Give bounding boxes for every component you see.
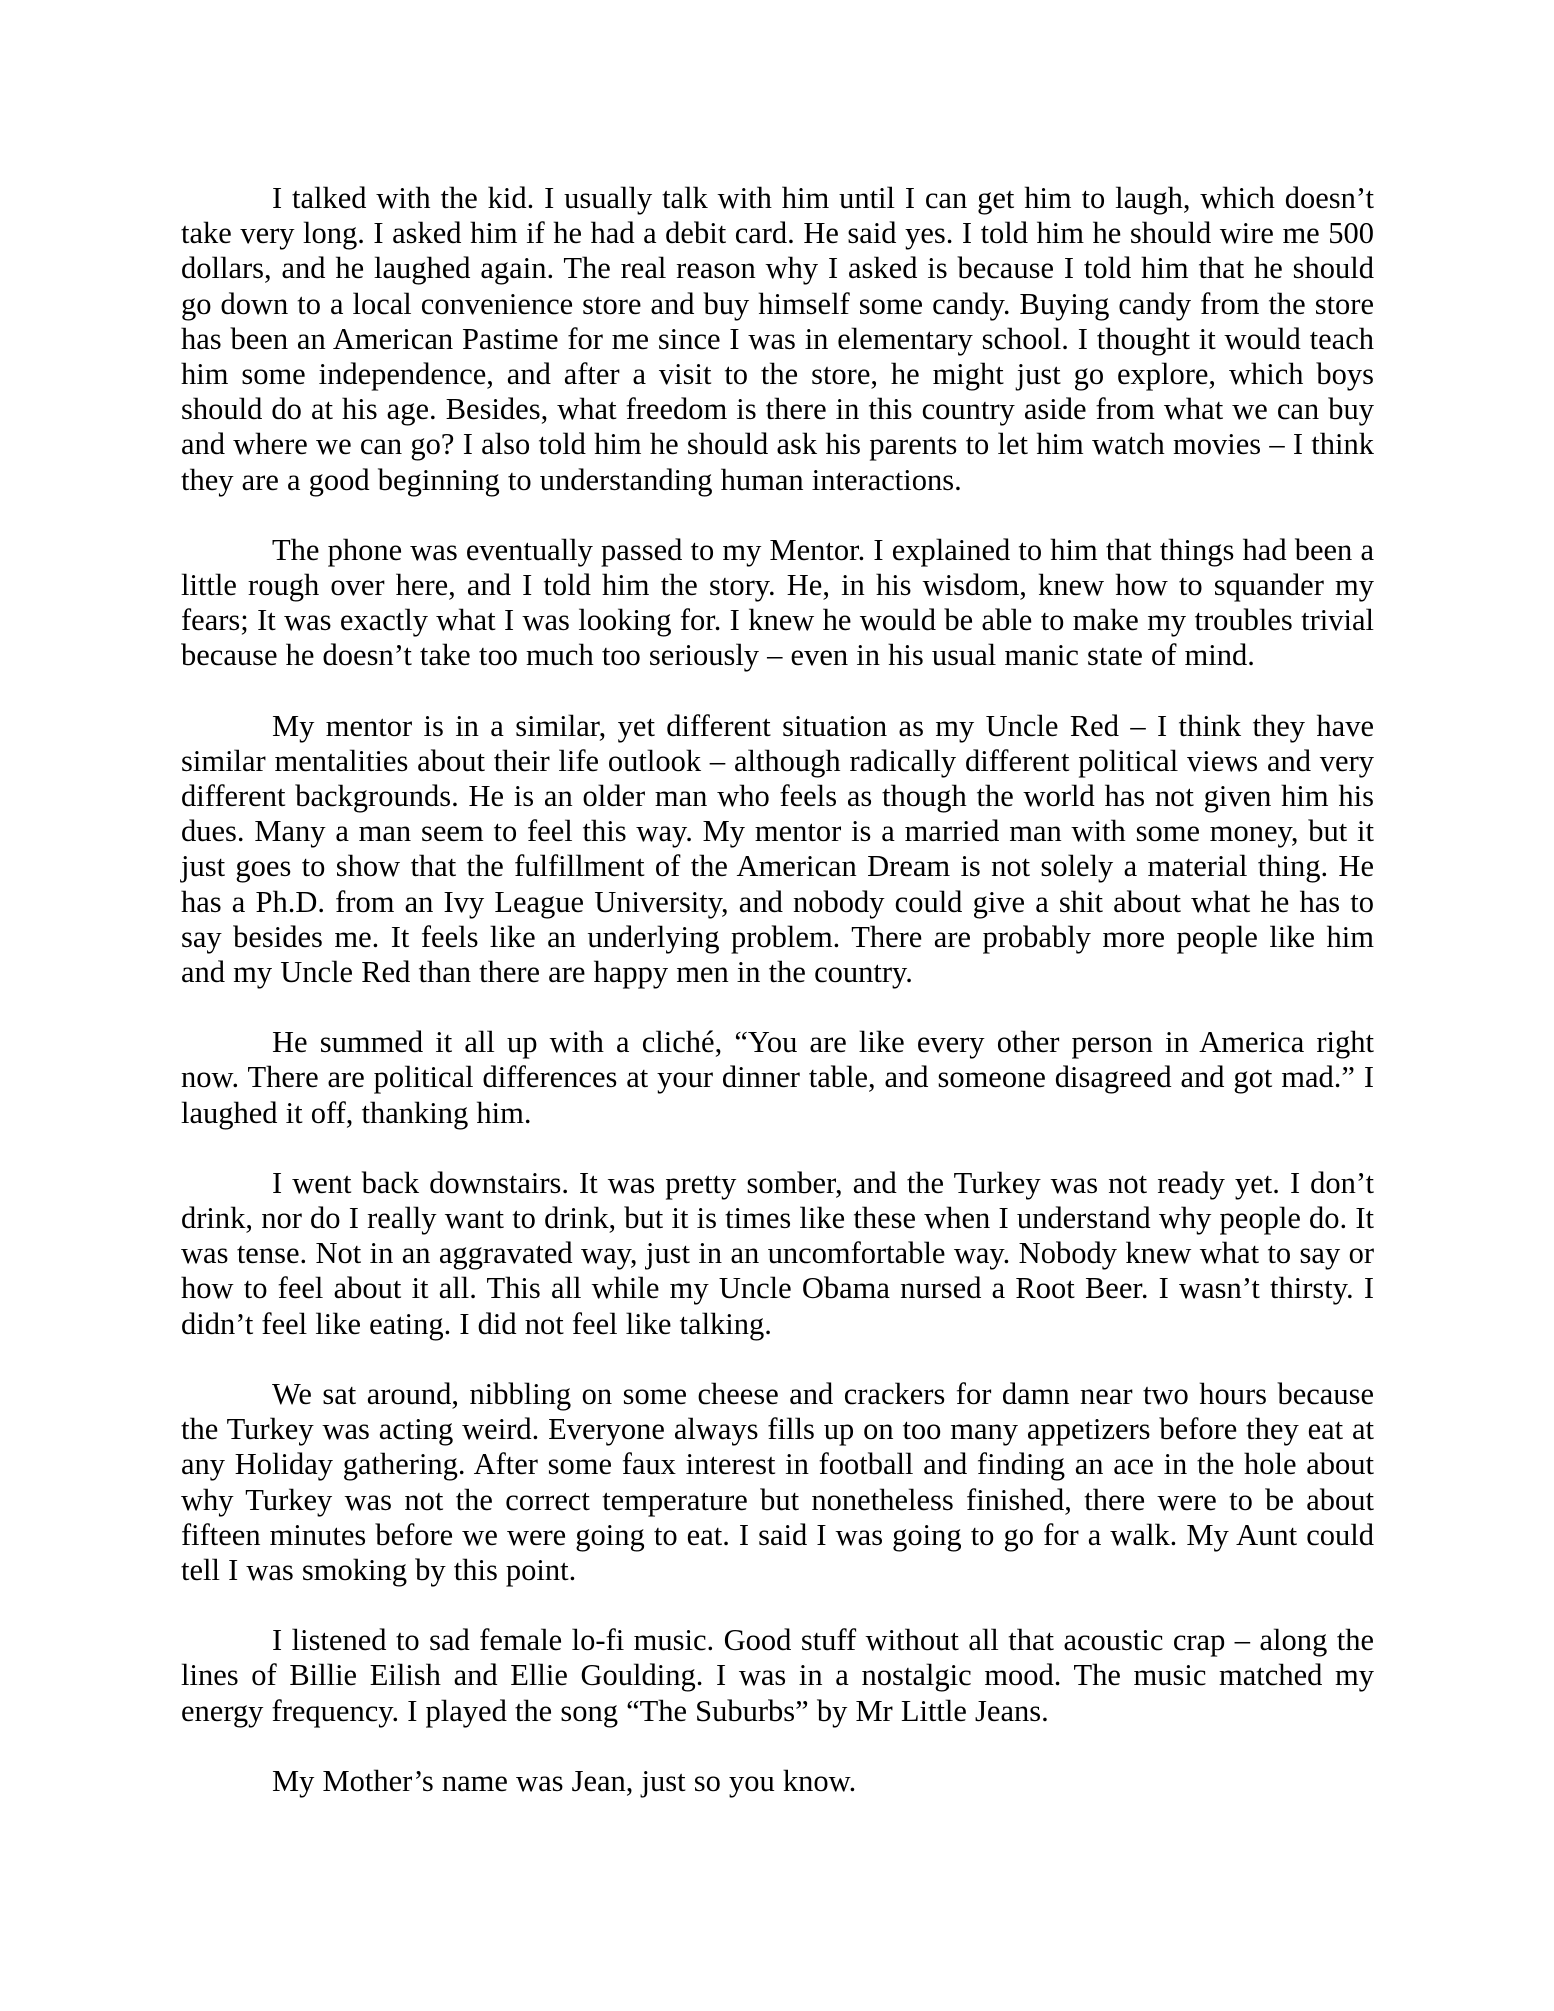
paragraph-3: My mentor is in a similar, yet different situation as my Uncle Red – I think they have similar mentalities about their life outlook – although radically different political views and very different backgrounds. He is an older man who feels as though the world has not given him his dues. Many a man seem to feel this way. My mentor is a married man with some money, but it just goes to show that the fulfillment of the American Dream is not solely a material thing. He has a Ph.D. from an Ivy League University, and nobody could give a shit about what he has to say besides me. It feels like an underlying problem. There are probably more people like him and my Uncle Red than there are happy men in the country. <box>181 708 1374 990</box>
paragraph-1: I talked with the kid. I usually talk with him until I can get him to laugh, which doesn’t take very long. I asked him if he had a debit card. He said yes. I told him he should wire me 500 dollars, and he laughed again. The real reason why I asked is because I told him that he should go down to a local convenience store and buy himself some candy. Buying candy from the store has been an American Pastime for me since I was in elementary school. I thought it would teach him some independence, and after a visit to the store, he might just go explore, which boys should do at his age. Besides, what freedom is there in this country aside from what we can buy and where we can go? I also told him he should ask his parents to let him watch movies – I think they are a good beginning to understanding human interactions. <box>181 181 1374 497</box>
paragraph-4: He summed it all up with a cliché, “You are like every other person in America right now. There are political differences at your dinner table, and someone disagreed and got mad.” I laughed it off, thanking him. <box>181 1025 1374 1130</box>
document-body <box>181 181 1374 1799</box>
paragraph-7: I listened to sad female lo-fi music. Good stuff without all that acoustic crap – along the lines of Billie Eilish and Ellie Goulding. I was in a nostalgic mood. The music matched my energy frequency. I played the song “The Suburbs” by Mr Little Jeans. <box>181 1623 1374 1728</box>
paragraph-6: We sat around, nibbling on some cheese and crackers for damn near two hours because the Turkey was acting weird. Everyone always fills up on too many appetizers before they eat at any Holiday gathering. After some faux interest in football and finding an ace in the hole about why Turkey was not the correct temperature but nonetheless finished, there were to be about fifteen minutes before we were going to eat. I said I was going to go for a walk. My Aunt could tell I was smoking by this point. <box>181 1376 1374 1587</box>
paragraph-8: My Mother’s name was Jean, just so you know. <box>272 1763 857 1798</box>
paragraph-2: The phone was eventually passed to my Mentor. I explained to him that things had been a little rough over here, and I told him the story. He, in his wisdom, knew how to squander my fears; It was exactly what I was looking for. I knew he would be able to make my troubles trivial because he doesn’t take too much too seriously – even in his usual manic state of mind. <box>181 532 1374 673</box>
paragraph-5: I went back downstairs. It was pretty somber, and the Turkey was not ready yet. I don’t drink, nor do I really want to drink, but it is times like these when I understand why people do. It was tense. Not in an aggravated way, just in an uncomfortable way. Nobody knew what to say or how to feel about it all. This all while my Uncle Obama nursed a Root Beer. I wasn’t thirsty. I didn’t feel like eating. I did not feel like talking. <box>181 1165 1374 1341</box>
